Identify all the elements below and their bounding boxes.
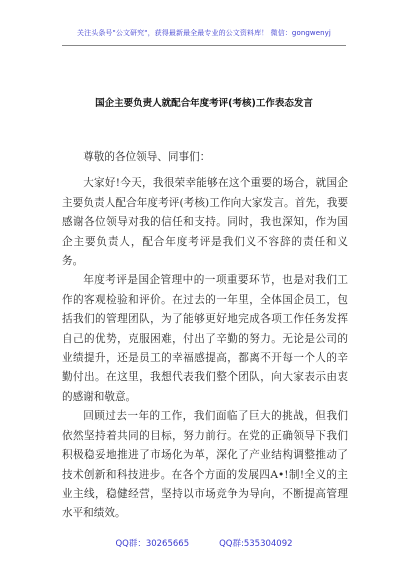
paragraph-3: 回顾过去一年的工作，我们面临了巨大的挑战，但我们依然坚持着共同的目标，努力前行。在党的正确领导下我们积极稳妥地推进了市场化为革，深化了产业结构调整推动了技术创新和科技进步。在各个方面的发展四A•!制!全义的主业主线，稳健经营，坚持以市场竞争为导向，不断提高管理水平和绩效。 — [62, 410, 348, 520]
header-note: 关注头条号"公文研究"，获得最新最全最专业的公文资料库！ 微信：gongwenyj — [77, 29, 331, 37]
salutation: 尊敬的各位领导、同事们： — [83, 151, 211, 163]
footer-qq-group-1: QQ群：30265665 — [115, 539, 190, 549]
footer-qq-groups — [0, 537, 408, 549]
paragraph-1: 大家好!今天，我很荣幸能够在这个重要的场合，就国企主要负责人配合年度考评(考核)工作向大家发言。首先，我要感谢各位领导对我的信任和支持。同时，我也深知，作为国企主要负责人，配合年度考评是我们义不容辞的责任和义务。 — [62, 177, 348, 268]
footer-qq-group-2: QQ群:535304092 — [219, 539, 293, 549]
document-title: 国企主要负责人就配合年度考评(考核)工作表态发言 — [95, 98, 313, 109]
paragraph-2: 年度考评是国企管理中的一项重要环节，也是对我们工作的客观检验和评价。在过去的一年里，全体国企员工，包括我们的管理团队，为了能够更好地完成各项工作任务发挥自己的优势，克服困难，付出了辛勤的努力。无论是公司的业绩提升，还是员工的幸福感提高，都离不开每一个人的辛勤付出。在这里，我想代表我们整个团队，向大家表示由衷的感谢和敬意。 — [62, 274, 348, 403]
document-body — [62, 148, 348, 524]
header-divider — [62, 45, 346, 46]
